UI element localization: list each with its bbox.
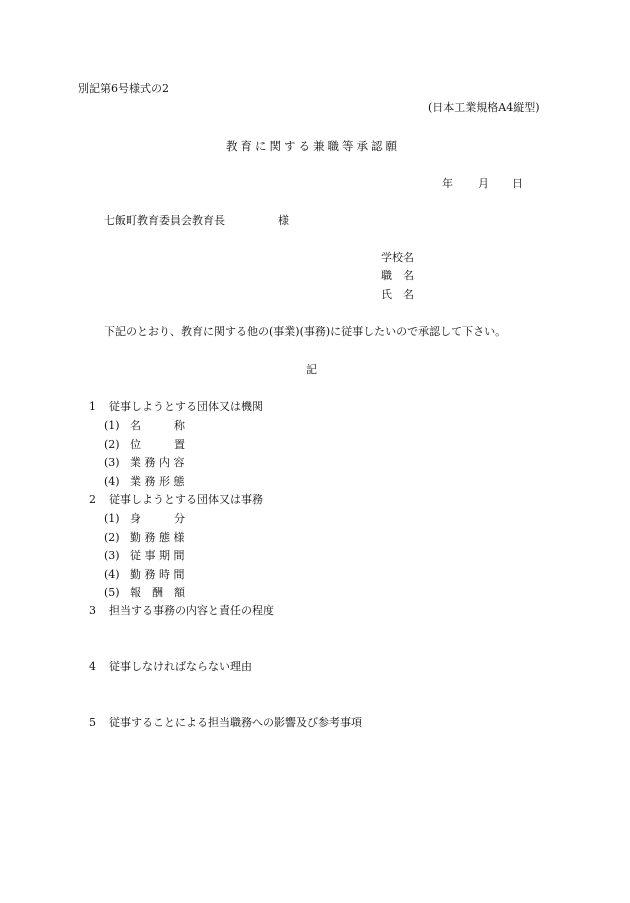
form-number: 別記第6号様式の2 [78, 82, 169, 95]
item-number: (1) [104, 512, 120, 525]
section-1-heading [89, 400, 263, 414]
item-label: 従 事 期 間 [130, 549, 185, 562]
item-number: (2) [104, 531, 120, 544]
section-number: 4 [89, 660, 96, 673]
item-label: 勤 務 態 様 [130, 531, 185, 544]
section-2-item-1 [104, 512, 185, 526]
section-2-item-4 [104, 568, 185, 582]
section-title: 従事しようとする団体又は機関 [109, 400, 263, 413]
section-number: 2 [89, 493, 96, 506]
item-number: (2) [104, 438, 120, 451]
section-title: 従事することによる担当職務への影響及び参考事項 [109, 716, 362, 729]
item-label: 報 酬 額 [130, 586, 185, 599]
section-4-heading [89, 660, 252, 674]
section-2-item-2 [104, 531, 185, 545]
addressee-name: 七飯町教育委員会教育長 [104, 214, 225, 227]
section-1-item-4 [104, 475, 185, 489]
item-number: (3) [104, 549, 120, 562]
section-title: 従事しようとする団体又は事務 [109, 493, 263, 506]
item-number: (4) [104, 568, 120, 581]
item-label: 業 務 形 態 [130, 475, 185, 488]
position-label: 職 名 [381, 269, 414, 282]
item-label: 業 務 内 容 [130, 456, 185, 469]
date-year: 年 [442, 177, 453, 190]
document-title: 教育に関する兼職等承認願 [226, 139, 400, 153]
section-2-item-5 [104, 586, 185, 600]
date-month: 月 [478, 177, 489, 190]
section-1-item-3 [104, 456, 185, 470]
section-title: 担当する事務の内容と責任の程度 [109, 604, 274, 617]
item-number: (5) [104, 586, 120, 599]
note-heading: 記 [306, 363, 317, 376]
item-label: 勤 務 時 間 [130, 568, 185, 581]
item-number: (3) [104, 456, 120, 469]
item-number: (4) [104, 475, 120, 488]
section-number: 1 [89, 400, 96, 413]
date-day: 日 [512, 177, 523, 190]
section-number: 3 [89, 604, 96, 617]
item-number: (1) [104, 419, 120, 432]
addressee-honorific: 様 [278, 214, 289, 227]
request-text: 下記のとおり、教育に関する他の(事業)(事務)に従事したいので承認して下さい。 [104, 325, 507, 338]
section-title: 従事しなければならない理由 [109, 660, 252, 673]
item-label: 位 置 [130, 438, 185, 451]
school-name-label: 学校名 [381, 251, 414, 264]
section-2-heading [89, 493, 263, 507]
section-1-item-2 [104, 438, 185, 452]
item-label: 名 称 [130, 419, 185, 432]
section-5-heading [89, 716, 362, 730]
applicant-name-label: 氏 名 [381, 288, 414, 301]
item-label: 身 分 [130, 512, 185, 525]
section-1-item-1 [104, 419, 185, 433]
paper-size-note: (日本工業規格A4縦型) [428, 101, 540, 114]
section-number: 5 [89, 716, 96, 729]
section-3-heading [89, 604, 274, 618]
section-2-item-3 [104, 549, 185, 563]
